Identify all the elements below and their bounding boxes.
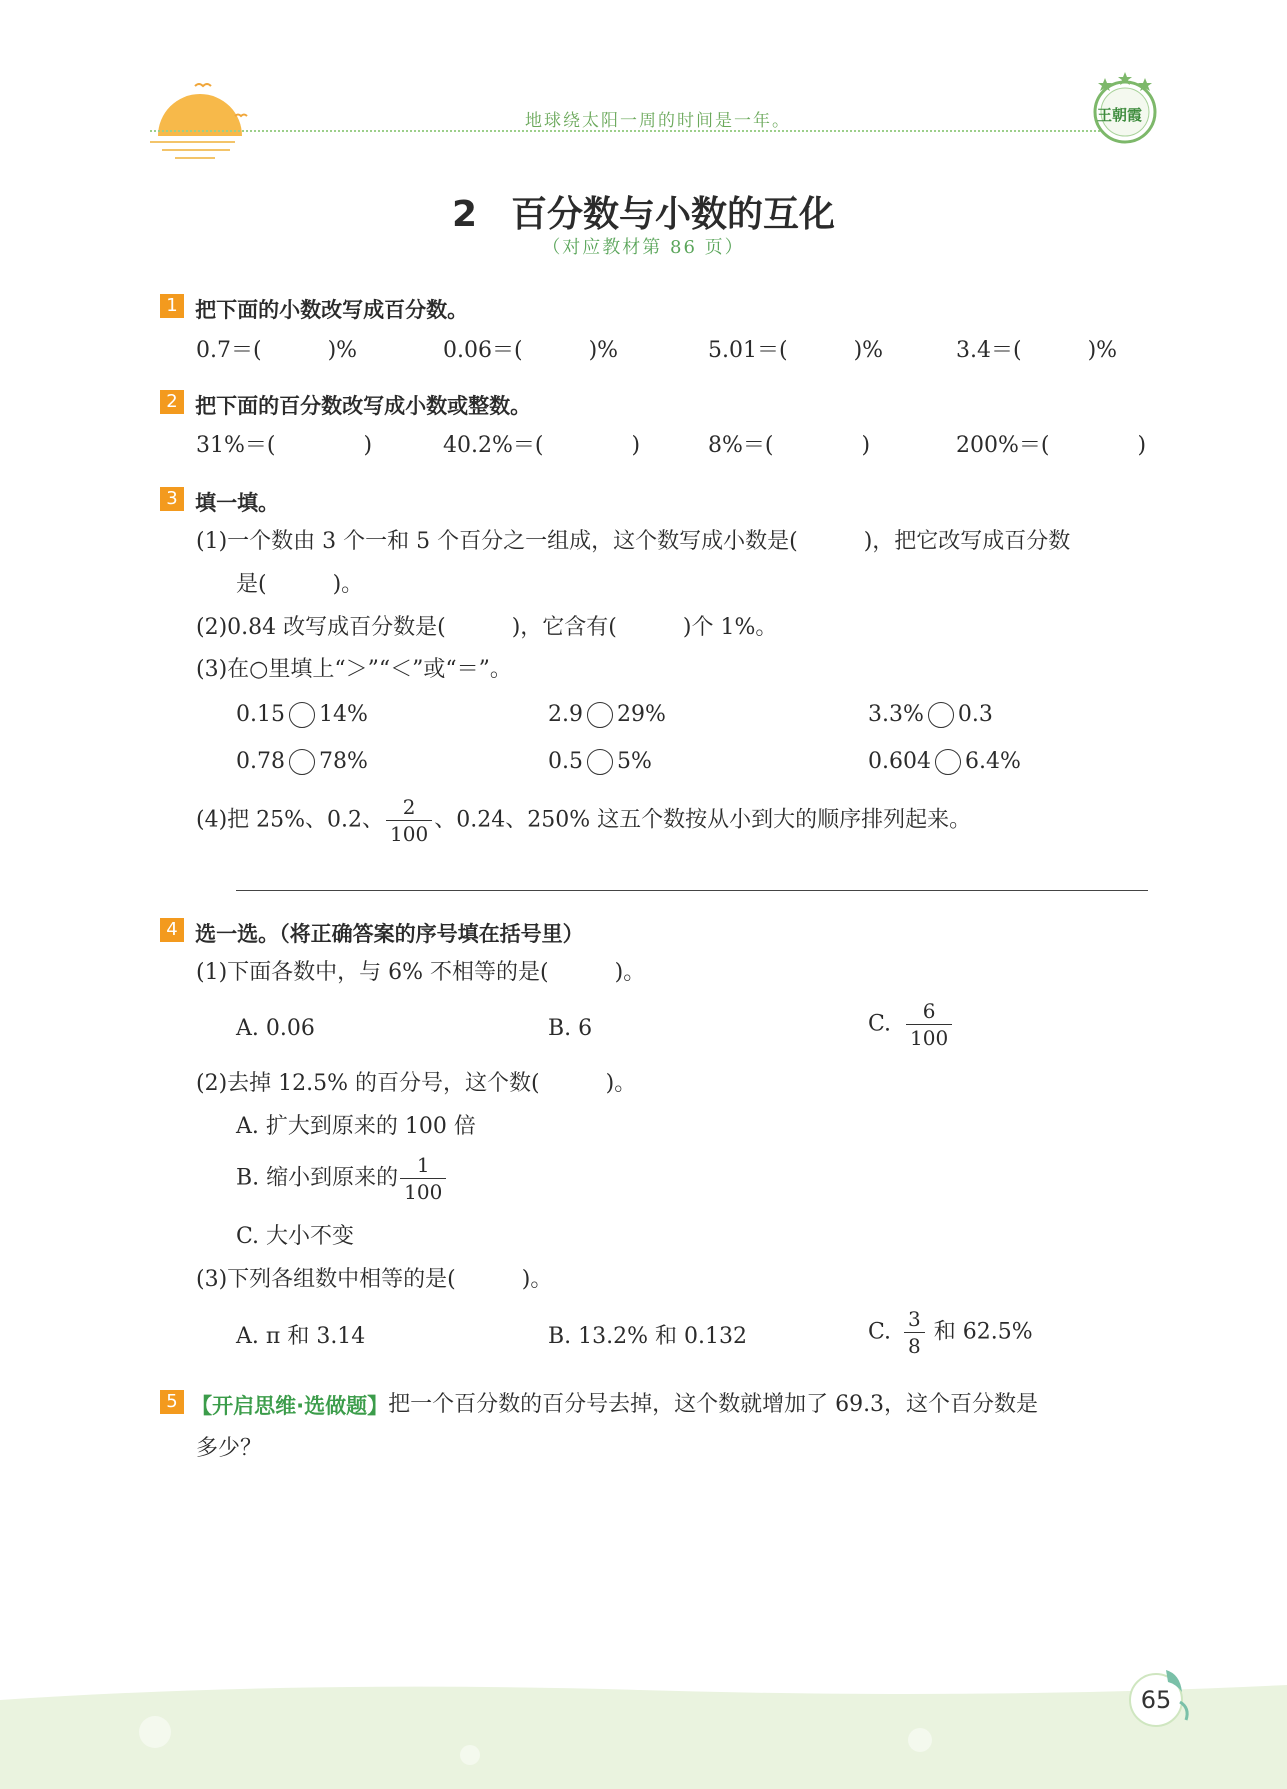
page-number: 65 bbox=[1140, 1686, 1172, 1714]
page-title bbox=[0, 186, 1287, 237]
q4-sub1[interactable]: (1)下面各数中，与 6% 不相等的是( )。 bbox=[196, 960, 646, 985]
question-text: 把一个百分数的百分号去掉，这个数就增加了 69.3，这个百分数是 bbox=[388, 1392, 1039, 1417]
fraction: $\frac{2}{100}$ bbox=[386, 794, 432, 847]
option-c: C. $\frac{6}{100}$ bbox=[868, 998, 954, 1051]
option-a: A. 0.06 bbox=[236, 1016, 315, 1041]
question-title: 把下面的小数改写成百分数。 bbox=[195, 298, 469, 322]
option-c: C. 大小不变 bbox=[236, 1224, 355, 1249]
compare-circle[interactable] bbox=[289, 749, 315, 775]
q3-part1-line1[interactable]: (1)一个数由 3 个一和 5 个百分之一组成，这个数写成小数是( )，把它改写成百分数 bbox=[196, 529, 1071, 554]
option-a: A. π 和 3.14 bbox=[236, 1324, 366, 1349]
sun-icon bbox=[150, 80, 260, 170]
q3-part1-line2[interactable]: 是( )。 bbox=[236, 572, 364, 597]
fraction: $\frac{1}{100}$ bbox=[400, 1152, 446, 1205]
compare-item: 2.9 29% bbox=[548, 702, 666, 727]
q1-item[interactable]: 5.01＝( )% bbox=[708, 338, 884, 363]
answer-line[interactable] bbox=[236, 890, 1148, 891]
question-badge: 4 bbox=[160, 918, 184, 942]
q2-item[interactable]: 200%＝( ) bbox=[956, 433, 1147, 458]
q3-part2[interactable]: (2)0.84 改写成百分数是( )，它含有( )个 1%。 bbox=[196, 615, 778, 640]
compare-circle[interactable] bbox=[587, 749, 613, 775]
compare-item: 0.78 78% bbox=[236, 749, 368, 774]
question-title: 填一填。 bbox=[195, 491, 280, 515]
compare-circle[interactable] bbox=[587, 702, 613, 728]
option-a: A. 扩大到原来的 100 倍 bbox=[236, 1114, 476, 1139]
q4-sub3[interactable]: (3)下列各组数中相等的是( )。 bbox=[196, 1267, 553, 1292]
q2-item[interactable]: 8%＝( ) bbox=[708, 433, 871, 458]
q1-item[interactable]: 3.4＝( )% bbox=[956, 338, 1118, 363]
lesson-title: 百分数与小数的互化 bbox=[511, 194, 836, 235]
header-slogan: 地球绕太阳一周的时间是一年。 bbox=[525, 111, 791, 131]
compare-circle[interactable] bbox=[928, 702, 954, 728]
footer-background bbox=[0, 1660, 1287, 1789]
question-4 bbox=[160, 918, 584, 948]
question-3 bbox=[160, 487, 279, 517]
option-b: B. 6 bbox=[548, 1016, 593, 1041]
question-badge: 5 bbox=[160, 1390, 184, 1414]
page-subtitle: （对应教材第 86 页） bbox=[542, 237, 745, 258]
question-title: 选一选。（将正确答案的序号填在括号里） bbox=[195, 922, 584, 946]
q4-sub2[interactable]: (2)去掉 12.5% 的百分号，这个数( )。 bbox=[196, 1071, 637, 1096]
q3-part3: (3)在○里填上“＞”“＜”或“＝”。 bbox=[196, 657, 512, 682]
compare-item: 0.5 5% bbox=[548, 749, 652, 774]
q2-item[interactable]: 40.2%＝( ) bbox=[443, 433, 641, 458]
compare-item: 0.15 14% bbox=[236, 702, 368, 727]
fraction: $\frac{6}{100}$ bbox=[906, 998, 952, 1051]
q3-part4: (4)把 25%、0.2、 $\frac{2}{100}$ 、0.24、250% 这五个数按从小到大的顺序排列起来。 bbox=[196, 795, 972, 846]
option-c: C. $\frac{3}{8}$ 和 62.5% bbox=[868, 1307, 1033, 1358]
lesson-number: 2 bbox=[451, 194, 478, 235]
question-5 bbox=[160, 1390, 1038, 1420]
brand-logo-text: 王朝霞 bbox=[1097, 106, 1143, 124]
q1-item[interactable]: 0.7＝( )% bbox=[196, 338, 358, 363]
question-text-line2: 多少？ bbox=[196, 1436, 263, 1461]
challenge-tag: 【开启思维·选做题】 bbox=[191, 1394, 389, 1418]
compare-item: 0.604 6.4% bbox=[868, 749, 1021, 774]
header bbox=[0, 60, 1287, 170]
question-badge: 3 bbox=[160, 487, 184, 511]
compare-item: 3.3% 0.3 bbox=[868, 702, 993, 727]
question-2 bbox=[160, 390, 531, 420]
compare-circle[interactable] bbox=[289, 702, 315, 728]
q1-item[interactable]: 0.06＝( )% bbox=[443, 338, 619, 363]
question-badge: 1 bbox=[160, 294, 184, 318]
question-title: 把下面的百分数改写成小数或整数。 bbox=[195, 394, 532, 418]
question-1 bbox=[160, 294, 468, 324]
fraction: $\frac{3}{8}$ bbox=[904, 1306, 925, 1359]
q2-item[interactable]: 31%＝( ) bbox=[196, 433, 373, 458]
option-b: B. 缩小到原来的 $\frac{1}{100}$ bbox=[236, 1152, 448, 1205]
option-b: B. 13.2% 和 0.132 bbox=[548, 1324, 748, 1349]
compare-circle[interactable] bbox=[935, 749, 961, 775]
question-badge: 2 bbox=[160, 390, 184, 414]
